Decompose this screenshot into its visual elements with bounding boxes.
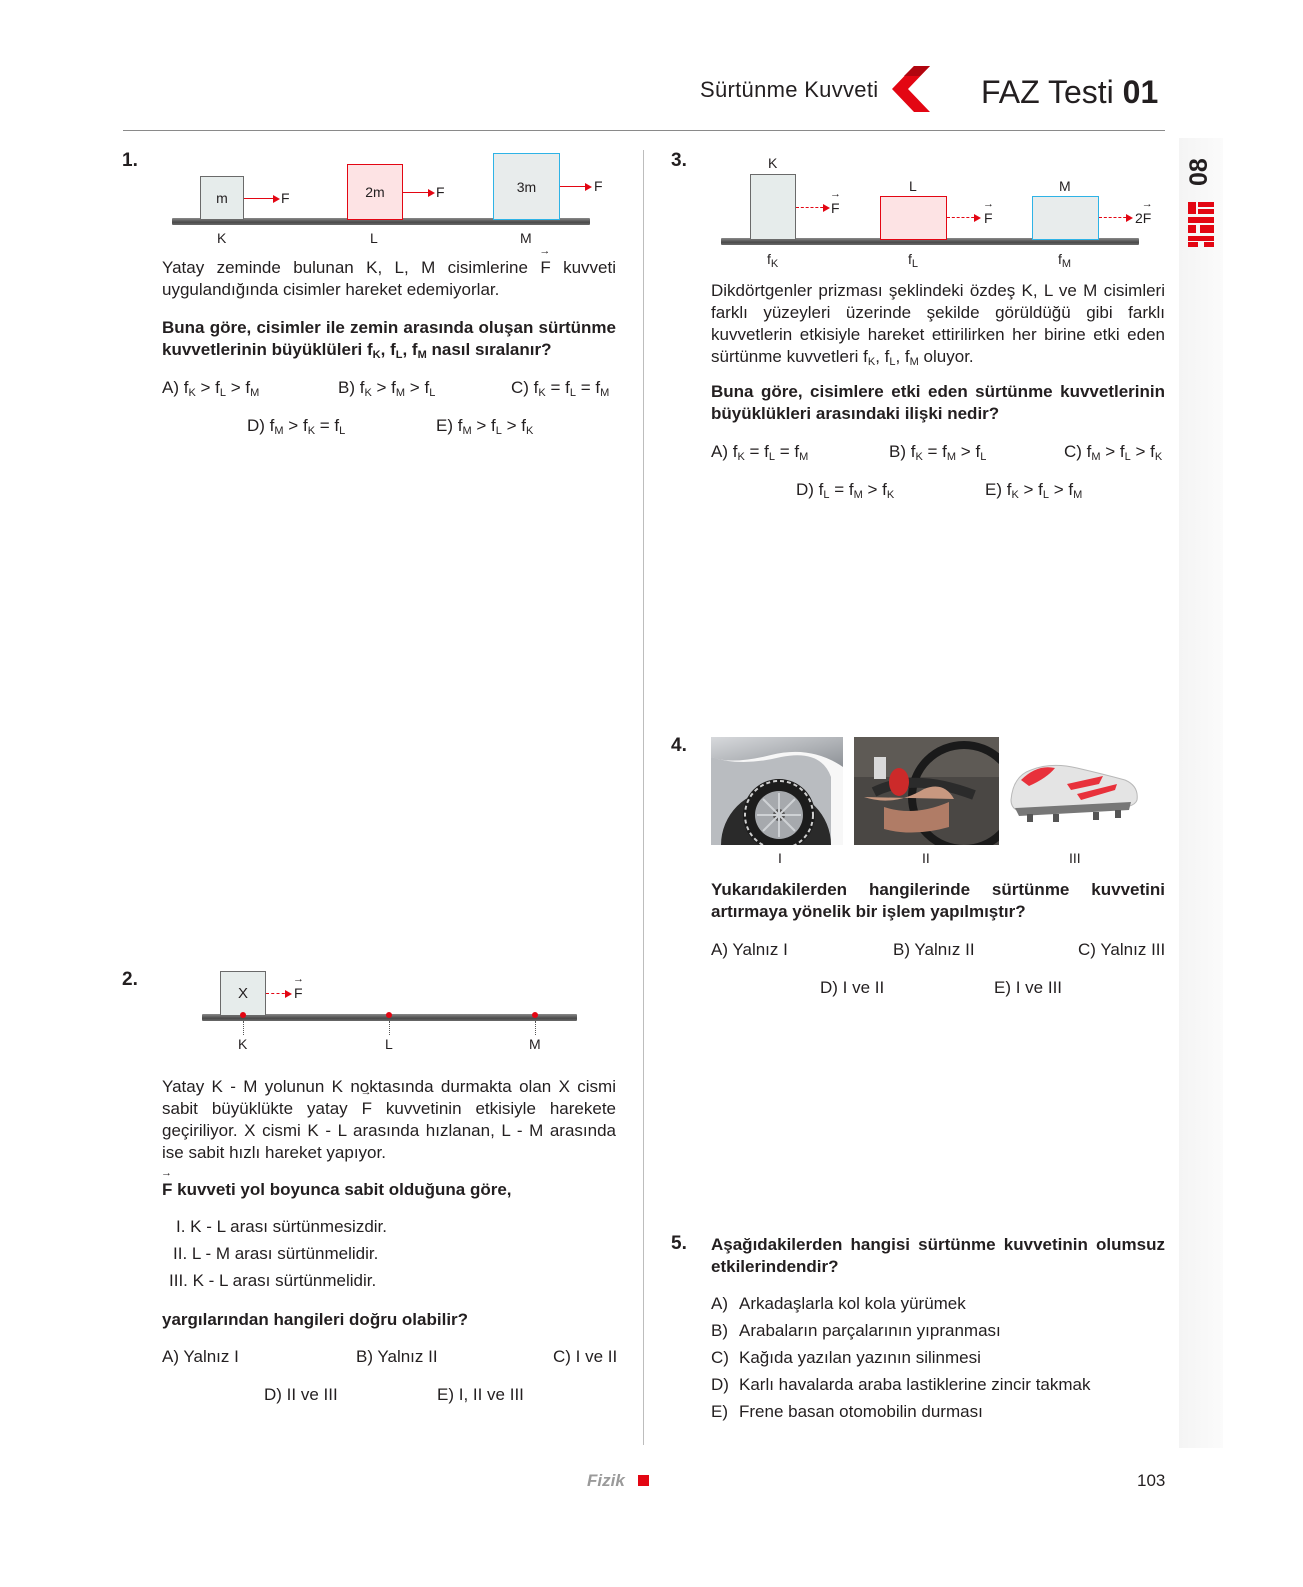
label-k: K [768,155,778,171]
block-l: 2m [347,164,403,220]
q2-text: Yatay K - M yolunun K noktasında durmakta olan X cismi sabit büyüklükte yatay → F kuvvetinin etkisiyle harekete geçiriliyor. X cismi K - L arasında hızlanan, L - M arasında ise sabit hızlı hareket yapıyor. [162,1076,616,1164]
header-rule [123,130,1165,131]
q4-option-e[interactable]: E) I ve III [994,978,1063,997]
force-label: F [281,190,290,206]
q4-option-a[interactable]: A) Yalnız I [711,940,788,959]
test-label: FAZ Testi [981,74,1114,110]
block-x: X [220,971,266,1016]
force-arrow [266,993,290,994]
force-label: 2→ F [1135,210,1151,226]
marker-line [389,1021,390,1035]
q2-number: 2. [122,969,138,990]
friction-label: $f_L$ [908,251,919,270]
q1-number: 1. [122,150,138,171]
block-k: m [200,176,244,220]
block-m [1032,196,1099,240]
q5-option-d[interactable]: D) Karlı havalarda araba lastiklerine zincir takmak [711,1375,1091,1394]
force-arrow [244,198,278,199]
page-number: 103 [1137,1471,1166,1490]
q4-option-b[interactable]: B) Yalnız II [893,940,975,959]
brand-logo [1186,200,1216,248]
q3-option-a[interactable]: A) $f_K = f_L = f_M$ [711,442,809,463]
q5-option-a[interactable]: A) Arkadaşlarla kol kola yürümek [711,1294,966,1313]
q2-option-d[interactable]: D) II ve III [264,1385,338,1404]
q2-option-c[interactable]: C) I ve II [553,1347,618,1366]
q3-option-c[interactable]: C) $f_M > f_L > f_K$ [1064,442,1163,463]
square-icon [638,1475,649,1486]
q2-option-e[interactable]: E) I, II ve III [437,1385,524,1404]
q3-option-d[interactable]: D) $f_L = f_M > f_K$ [796,480,895,501]
q4-number: 4. [671,735,687,756]
q5-option-e[interactable]: E) Frene basan otomobilin durması [711,1402,983,1421]
label-k: K [217,230,227,246]
label-m: M [1059,178,1071,194]
q1-figure [160,145,630,255]
label-l: L [909,178,917,194]
label-l: L [370,230,378,246]
force-label: F [594,178,603,194]
q2-condition: → F kuvveti yol boyunca sabit olduğuna göre, [162,1179,616,1201]
q2-figure [200,965,590,1060]
vector-f: → F [162,1179,172,1201]
force-arrow [947,217,979,218]
q1-option-a[interactable]: A) $f_K > f_L > f_M$ [162,378,260,399]
point-k [240,1012,246,1018]
header-topic: Sürtünme Kuvveti [700,77,879,102]
force-label: → F [294,985,303,1001]
q5-question: Aşağıdakilerden hangisi sürtünme kuvvetinin olumsuz etkilerindendir? [711,1235,1165,1276]
label-m: M [529,1036,541,1052]
block-k [750,174,796,240]
photo-label-i: I [778,850,782,866]
force-arrow [796,207,828,208]
block-l [880,196,947,240]
bicycle-chain-oiling-photo [854,737,999,845]
q2-statement: III. K - L arası sürtünmelidir. [169,1271,377,1290]
label-l: L [385,1036,393,1052]
q4-option-c[interactable]: C) Yalnız III [1078,940,1166,959]
q5-option-b[interactable]: B) Arabaların parçalarının yıpranması [711,1321,1001,1340]
q2-question: yargılarından hangileri doğru olabilir? [162,1310,469,1329]
q5-option-c[interactable]: C) Kağıda yazılan yazının silinmesi [711,1348,981,1367]
q1-question: Buna göre, cisimler ile zemin arasında oluşan sürtünme kuvvetlerinin büyüklüleri $f_K$, $f_L$, $f_M$ nasıl sıralanır? [162,318,616,361]
column-divider [643,150,644,1445]
friction-label: $f_K$ [767,251,779,270]
footer-subject: Fizik [587,1471,625,1490]
friction-label: $f_M$ [1058,251,1072,270]
q3-option-b[interactable]: B) $f_K = f_M > f_L$ [889,442,987,463]
q3-figure [715,150,1175,275]
q5-number: 5. [671,1233,687,1254]
marker-line [535,1021,536,1035]
force-arrow [403,192,433,193]
q2-statement: II. L - M arası sürtünmelidir. [173,1244,379,1263]
q1-option-b[interactable]: B) $f_K > f_M > f_L$ [338,378,436,399]
force-label: → F [984,210,993,226]
q2-statement: I. K - L arası sürtünmesizdir. [176,1217,387,1236]
photo-label-iii: III [1069,850,1081,866]
q1-option-c[interactable]: C) $f_K = f_L = f_M$ [511,378,610,399]
side-tab [1179,138,1223,1448]
block-m: 3m [493,153,560,220]
q1-option-e[interactable]: E) $f_M > f_L > f_K$ [436,416,534,437]
force-label: F [436,184,445,200]
football-cleat-photo [1007,754,1141,824]
side-tab-number: 08 [1185,158,1213,186]
q4-question: Yukarıdakilerden hangilerinde sürtünme kuvvetini artırmaya yönelik bir işlem yapılmıştır? [711,880,1165,921]
point-l [386,1012,392,1018]
photo-label-ii: II [922,850,930,866]
q3-text: Dikdörtgenler prizması şeklindeki özdeş K, L ve M cisimleri farklı yüzeyleri üzerinde şekilde görüldüğü gibi farklı kuvvetlerin etkisiyle hareket ettirilirken her birine etki eden sürtünme kuvvetleri $f_K$, $f_L$, $f_M$ oluyor. [711,281,1165,368]
label-k: K [238,1036,248,1052]
force-arrow [560,186,590,187]
q4-option-d[interactable]: D) I ve II [820,978,885,997]
chevron-icon [890,66,932,112]
car-tire-snow-chain-photo [711,737,843,845]
q3-question: Buna göre, cisimlere etki eden sürtünme kuvvetlerinin büyüklükleri arasındaki ilişki nedir? [711,382,1165,423]
force-label: → F [831,200,840,216]
vector-f: → F [540,257,550,279]
force-arrow [1099,217,1131,218]
marker-line [243,1021,244,1035]
label-m: M [520,230,532,246]
test-title [981,74,1158,111]
vector-f: → F [362,1098,372,1120]
q2-option-a[interactable]: A) Yalnız I [162,1347,239,1366]
q5-options [711,1293,1171,1428]
q2-option-b[interactable]: B) Yalnız II [356,1347,438,1366]
q1-option-d[interactable]: D) $f_M > f_K = f_L$ [247,416,346,437]
point-m [532,1012,538,1018]
q1-text: Yatay zeminde bulunan K, L, M cisimlerine → F kuvveti uygulandığında cisimler hareket edemiyorlar. [162,257,616,301]
q3-number: 3. [671,150,687,171]
test-number: 01 [1122,74,1159,110]
q3-option-e[interactable]: E) $f_K > f_L > f_M$ [985,480,1083,501]
